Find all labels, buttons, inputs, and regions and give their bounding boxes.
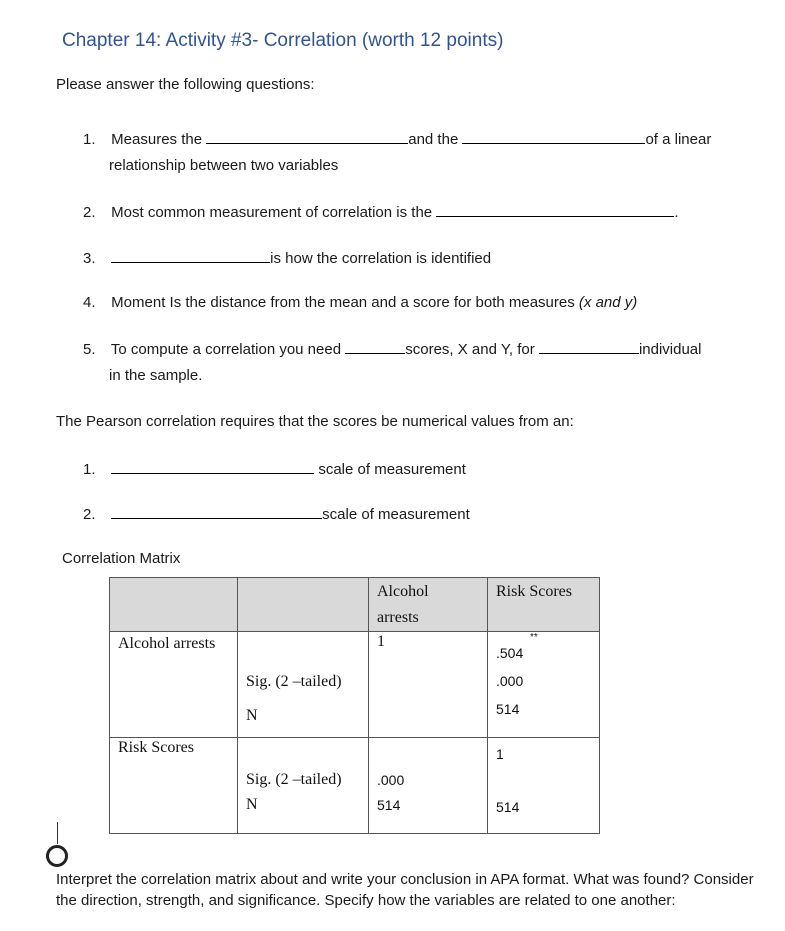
value-cell [488, 632, 600, 738]
question-text: Most common measurement of correlation is the [111, 204, 433, 221]
row-label-alcohol [110, 632, 238, 738]
answer-blank[interactable] [111, 459, 314, 474]
pearson-item-2 [83, 504, 470, 523]
row-label-text: Alcohol arrests [118, 635, 216, 652]
table-header-row [110, 578, 600, 632]
question-5 [83, 339, 701, 358]
text-cursor-line [57, 822, 58, 844]
n-label: N [246, 707, 258, 724]
question-period: . [674, 204, 679, 221]
item-text: scale of measurement [322, 506, 470, 523]
value-n: 514 [496, 701, 520, 717]
question-number: 5. [83, 341, 96, 358]
question-4 [83, 294, 637, 311]
header-cell-empty [238, 578, 369, 632]
sig-label: Sig. (2 –tailed) [246, 771, 342, 788]
row-label-risk [110, 738, 238, 834]
question-text: and the [408, 131, 459, 148]
pearson-item-1 [83, 459, 466, 478]
header-alcohol-line1: Alcohol [377, 583, 429, 600]
n-label: N [246, 796, 258, 813]
answer-blank[interactable] [462, 129, 645, 144]
question-3 [83, 248, 491, 267]
question-text: individual [638, 341, 702, 358]
matrix-caption: Correlation Matrix [62, 550, 181, 567]
question-text: Measures the [111, 131, 203, 148]
item-text: scale of measurement [318, 461, 466, 478]
table-row [110, 738, 600, 834]
significance-stars: ** [530, 632, 538, 643]
value-r: 1 [377, 633, 385, 650]
interpretation-prompt: Interpret the correlation matrix about and write your conclusion in APA format. What was found? Consider the direction, strength, and significance. Specify how the variables are related to one another: [56, 871, 754, 909]
value-n: 514 [496, 799, 520, 815]
question-italic: (x and y) [578, 294, 638, 311]
sig-label: Sig. (2 –tailed) [246, 673, 342, 690]
header-cell-empty [110, 578, 238, 632]
question-2 [83, 202, 678, 221]
header-risk: Risk Scores [496, 583, 572, 600]
question-text: of a linear [645, 131, 712, 148]
question-1 [83, 129, 711, 148]
answer-blank[interactable] [206, 129, 408, 144]
question-text: To compute a correlation you need [110, 341, 342, 358]
question-5-continued: in the sample. [109, 367, 203, 384]
value-r: 1 [496, 746, 504, 762]
item-number: 2. [83, 506, 96, 523]
answer-blank[interactable] [436, 202, 674, 217]
question-text: Moment Is the distance from the mean and a score for both measures [111, 294, 575, 311]
question-number: 2. [83, 204, 96, 221]
question-1-continued: relationship between two variables [109, 157, 339, 174]
question-text: is how the correlation is identified [270, 250, 492, 267]
value-cell [369, 738, 488, 834]
answer-blank[interactable] [539, 339, 639, 354]
row-label-text: Risk Scores [118, 739, 194, 756]
question-number: 4. [83, 294, 96, 311]
header-alcohol-line2: arrests [377, 609, 419, 626]
item-number: 1. [83, 461, 96, 478]
intro-text: Please answer the following questions: [56, 76, 315, 93]
header-cell-risk [488, 578, 600, 632]
answer-blank[interactable] [111, 504, 322, 519]
value-sig: .000 [496, 673, 524, 689]
text-cursor-circle-icon [46, 845, 68, 867]
page-title: Chapter 14: Activity #3- Correlation (worth 12 points) [62, 30, 504, 51]
pearson-prompt: The Pearson correlation requires that the scores be numerical values from an: [56, 413, 574, 430]
header-cell-alcohol [369, 578, 488, 632]
value-cell [369, 632, 488, 738]
question-number: 3. [83, 250, 96, 267]
value-sig: .000 [377, 772, 405, 788]
stat-labels-cell [238, 632, 369, 738]
correlation-matrix-table [109, 577, 600, 834]
stat-labels-cell [238, 738, 369, 834]
question-text: scores, X and Y, for [405, 341, 535, 358]
question-number: 1. [83, 131, 96, 148]
answer-blank[interactable] [111, 248, 270, 263]
answer-blank[interactable] [345, 339, 405, 354]
value-cell [488, 738, 600, 834]
table-row [110, 632, 600, 738]
value-n: 514 [377, 797, 401, 813]
value-r: .504 [496, 645, 524, 661]
